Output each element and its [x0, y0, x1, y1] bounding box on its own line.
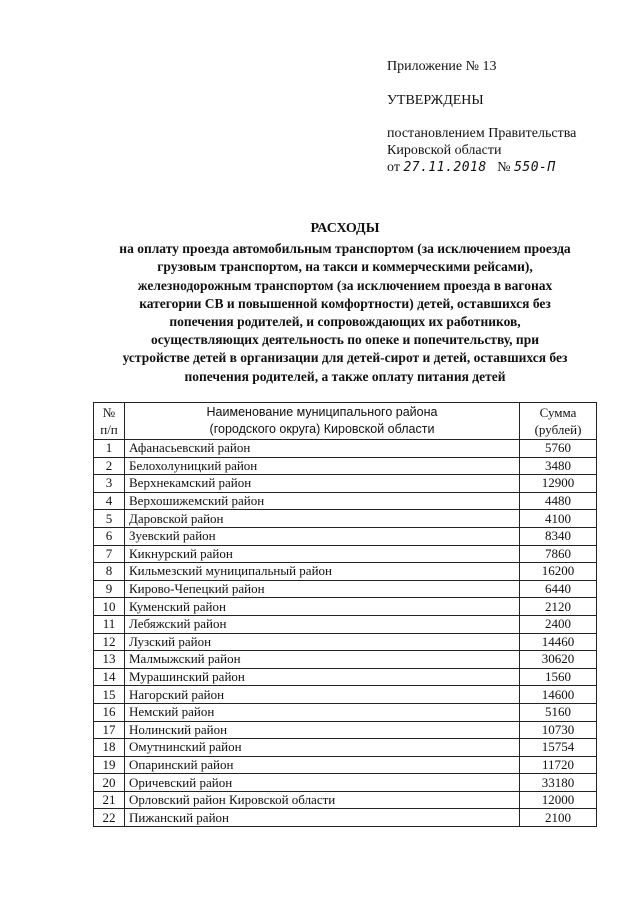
row-district: Даровской район [125, 510, 520, 528]
row-number: 16 [94, 703, 125, 721]
title-line: устройстве детей в организации для детей-сирот и детей, оставшихся без [122, 350, 568, 366]
title-line: категории СВ и повышенной комфортности) детей, оставшихся без [139, 295, 551, 311]
row-district: Верхнекамский район [125, 475, 520, 493]
title-line: грузовым транспортом, на такси и коммерческими рейсами), [157, 259, 533, 275]
row-sum: 12900 [520, 475, 597, 493]
row-district: Нагорский район [125, 686, 520, 704]
table-row [94, 457, 597, 475]
row-district: Оричевский район [125, 774, 520, 792]
table-row [94, 633, 597, 651]
row-district: Омутнинский район [125, 739, 520, 757]
header-number [94, 403, 125, 440]
title-line: на оплату проезда автомобильным транспортом (за исключением проезда [119, 241, 571, 257]
row-district: Кикнурский район [125, 545, 520, 563]
row-district: Куменский район [125, 598, 520, 616]
approved-label: УТВЕРЖДЕНЫ [387, 93, 484, 108]
row-sum: 2120 [520, 598, 597, 616]
row-sum: 5160 [520, 703, 597, 721]
table-row [94, 756, 597, 774]
row-sum: 2100 [520, 809, 597, 827]
row-sum: 2400 [520, 615, 597, 633]
table-row [94, 739, 597, 757]
document-title [80, 220, 610, 386]
number-prefix: № [497, 160, 511, 175]
row-sum: 16200 [520, 563, 597, 581]
row-number: 7 [94, 545, 125, 563]
table-row [94, 545, 597, 563]
table-row [94, 774, 597, 792]
row-number: 1 [94, 440, 125, 458]
row-sum: 3480 [520, 457, 597, 475]
row-number: 13 [94, 651, 125, 669]
handwritten-date: 27.11.2018 [403, 160, 487, 175]
resolution-line-2: Кировской области [387, 143, 502, 158]
title-line: железнодорожным транспортом (за исключением проезда в вагонах [137, 277, 553, 293]
table-row [94, 510, 597, 528]
row-sum: 8340 [520, 527, 597, 545]
table-row [94, 527, 597, 545]
title-line: попечения родителей, и сопровождающих их работников, [169, 314, 521, 330]
row-sum: 15754 [520, 739, 597, 757]
row-sum: 10730 [520, 721, 597, 739]
table-row [94, 475, 597, 493]
table-row [94, 492, 597, 510]
header-name [125, 403, 520, 440]
table-row [94, 809, 597, 827]
row-sum: 33180 [520, 774, 597, 792]
table-row [94, 598, 597, 616]
row-sum: 4100 [520, 510, 597, 528]
row-district: Опаринский район [125, 756, 520, 774]
handwritten-number: 550-П [514, 160, 556, 175]
row-number: 20 [94, 774, 125, 792]
table-header-row [94, 403, 597, 440]
title-line: попечения родителей, а также оплату питания детей [184, 368, 506, 384]
row-number: 14 [94, 668, 125, 686]
table-row [94, 651, 597, 669]
row-number: 22 [94, 809, 125, 827]
date-prefix: от [387, 160, 400, 175]
table-row [94, 580, 597, 598]
table-row [94, 686, 597, 704]
row-district: Немский район [125, 703, 520, 721]
row-district: Кильмезский муниципальный район [125, 563, 520, 581]
header-name-line1: Наименование муниципального района [206, 405, 438, 419]
row-sum: 14460 [520, 633, 597, 651]
table-row [94, 440, 597, 458]
row-sum: 1560 [520, 668, 597, 686]
row-sum: 14600 [520, 686, 597, 704]
row-district: Кирово-Чепецкий район [125, 580, 520, 598]
header-name-line2: (городского округа) Кировской области [209, 422, 435, 436]
resolution-date-number [387, 159, 627, 176]
row-district: Пижанский район [125, 809, 520, 827]
row-sum: 30620 [520, 651, 597, 669]
row-sum: 7860 [520, 545, 597, 563]
row-district: Нолинский район [125, 721, 520, 739]
row-district: Верхошижемский район [125, 492, 520, 510]
row-sum: 11720 [520, 756, 597, 774]
row-district: Зуевский район [125, 527, 520, 545]
header-sum [520, 403, 597, 440]
row-number: 18 [94, 739, 125, 757]
row-number: 8 [94, 563, 125, 581]
approval-block [387, 58, 627, 176]
row-number: 21 [94, 791, 125, 809]
row-number: 12 [94, 633, 125, 651]
row-number: 3 [94, 475, 125, 493]
title-heading: РАСХОДЫ [310, 221, 380, 236]
row-number: 5 [94, 510, 125, 528]
row-district: Афанасьевский район [125, 440, 520, 458]
row-number: 17 [94, 721, 125, 739]
row-number: 4 [94, 492, 125, 510]
resolution-line-1: постановлением Правительства [387, 126, 577, 141]
row-number: 19 [94, 756, 125, 774]
table-row [94, 668, 597, 686]
row-district: Орловский район Кировской области [125, 791, 520, 809]
row-sum: 4480 [520, 492, 597, 510]
row-district: Малмыжский район [125, 651, 520, 669]
row-district: Лузский район [125, 633, 520, 651]
row-number: 2 [94, 457, 125, 475]
row-sum: 12000 [520, 791, 597, 809]
row-sum: 6440 [520, 580, 597, 598]
row-number: 9 [94, 580, 125, 598]
header-sum-line1: Сумма [539, 405, 577, 420]
row-number: 10 [94, 598, 125, 616]
row-district: Лебяжский район [125, 615, 520, 633]
header-number-line1: № [102, 405, 116, 420]
row-district: Белохолуницкий район [125, 457, 520, 475]
row-sum: 5760 [520, 440, 597, 458]
header-sum-line2: (рублей) [534, 422, 582, 437]
table-row [94, 721, 597, 739]
row-number: 11 [94, 615, 125, 633]
title-line: осуществляющих деятельность по опеке и попечительству, при [151, 332, 539, 348]
expenses-table [93, 402, 597, 827]
table-row [94, 703, 597, 721]
row-district: Мурашинский район [125, 668, 520, 686]
table-row [94, 791, 597, 809]
row-number: 6 [94, 527, 125, 545]
annex-number: Приложение № 13 [387, 59, 497, 74]
header-number-line2: п/п [100, 422, 118, 437]
row-number: 15 [94, 686, 125, 704]
table-row [94, 563, 597, 581]
table-row [94, 615, 597, 633]
